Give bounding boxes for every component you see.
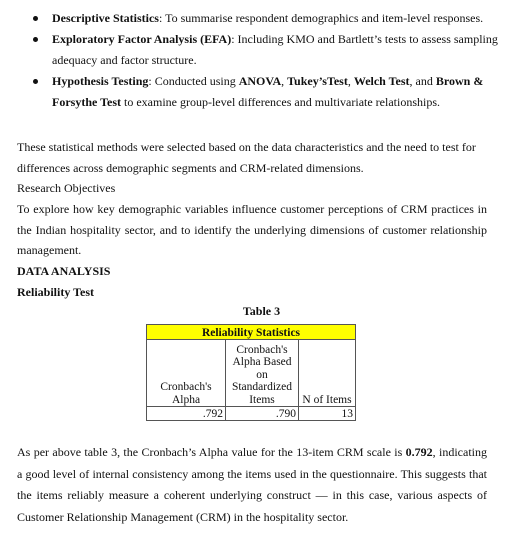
table-caption: Table 3 [242,304,281,318]
bullet-term: Descriptive Statistics [52,11,159,25]
header-cronbachs-alpha: Cronbach's Alpha [147,340,226,407]
bullet-text: : Conducted using [148,74,239,88]
header-alpha-standardized: Cronbach's Alpha Based on Standardized Items [226,340,299,407]
bullet-term: Exploratory Factor Analysis (EFA) [52,32,232,46]
conclusion-paragraph [17,442,487,528]
bullet-text: , [281,74,288,88]
bullet-hypothesis-testing [30,71,500,113]
bullet-term: Welch Test [353,74,410,88]
conclusion-text: As per above table 3, the Cronbach’s Alpha value for the 13-item CRM scale is [17,445,406,459]
value-n-of-items: 13 [299,407,356,421]
bullet-efa [30,29,500,71]
bullet-dot-icon [33,79,38,84]
section-heading: DATA ANALYSIS [17,264,111,278]
objectives-paragraph: To explore how key demographic variables influence customer perceptions of CRM practices in the Indian hospitality sector, and to identify the underlying dimensions of customer relationship management. [17,202,487,257]
value-alpha-standardized: .790 [226,407,299,421]
alpha-value: 0.792 [405,445,433,459]
bullet-term: Hypothesis Testing [52,74,149,88]
methods-bullet-list [30,8,500,113]
header-n-of-items: N of Items [299,340,356,407]
bullet-text: : To summarise respondent demographics and item-level responses. [158,11,484,25]
bullet-text: , [347,74,354,88]
reliability-statistics-table [146,324,356,421]
bullet-term: Tukey’sTest [287,74,348,88]
bullet-text: to examine group-level differences and multivariate relationships. [121,95,441,109]
bullet-text: : Including KMO and Bartlett’s tests to assess sampling adequacy and factor structure. [52,32,498,67]
methods-paragraph: These statistical methods were selected based on the data characteristics and the need to test for differences across demographic segments and CRM-related dimensions. [17,140,476,175]
bullet-dot-icon [33,37,38,42]
conclusion-text: , indicating a good level of internal consistency among the items used in the questionnaire. This suggests that the items reliably measure a coherent underlying construct — in this case, various aspects of Customer Relationship Management (CRM) in the hospitality sector. [17,445,487,524]
value-cronbachs-alpha: .792 [147,407,226,421]
bullet-text: , and [409,74,436,88]
bullet-dot-icon [33,16,38,21]
bullet-term: Brown & Forsythe Test [52,74,484,109]
objectives-heading: Research Objectives [17,181,116,195]
subsection-heading: Reliability Test [17,285,95,299]
bullet-descriptive-statistics [30,8,500,29]
table-title: Reliability Statistics [147,325,356,340]
bullet-term: ANOVA [238,74,282,88]
